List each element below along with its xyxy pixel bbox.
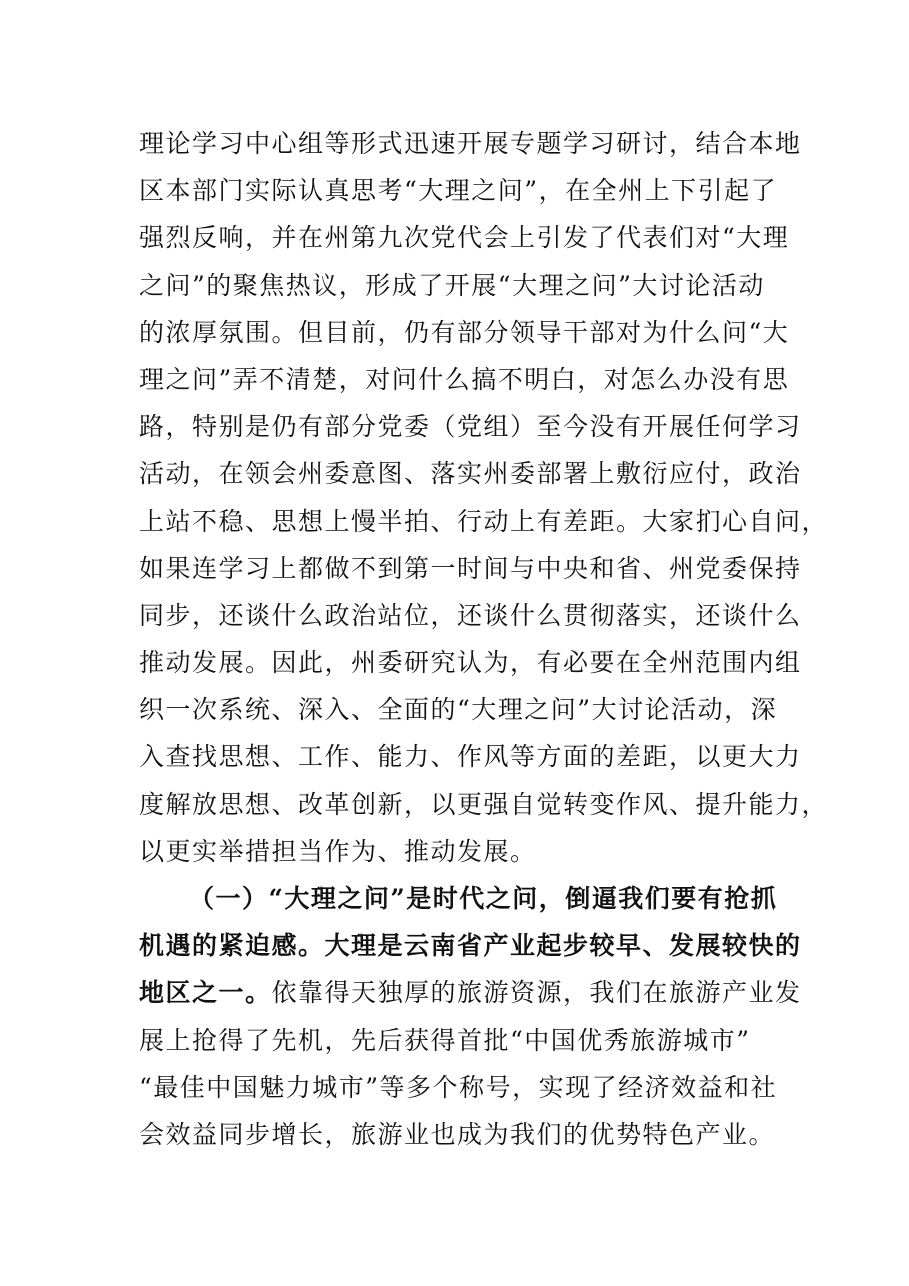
section-heading-end: 地区之一。 [139, 978, 272, 1008]
text-line: 活动，在领会州委意图、落实州委部署上敷衍应付，政治 [139, 459, 802, 489]
text-line: 织一次系统、深入、全面的“大理之问”大讨论活动，深 [139, 695, 778, 725]
text-line: 强烈反响，并在州第九次党代会上引发了代表们对“大理 [139, 223, 790, 253]
text-line: 理之问”弄不清楚，对问什么搞不明白，对怎么办没有思 [139, 364, 790, 394]
text-line: 的浓厚氛围。但目前，仍有部分领导干部对为什么问“大 [139, 317, 790, 347]
text-line: 路，特别是仍有部分党委（党组）至今没有开展任何学习 [139, 412, 802, 442]
text-line: 上站不稳、思想上慢半拍、行动上有差距。大家扪心自问， [139, 506, 829, 536]
text-line: 理论学习中心组等形式迅速开展专题学习研讨，结合本地 [139, 129, 802, 158]
text-line [139, 969, 802, 1016]
text-line: “最佳中国魅力城市”等多个称号，实现了经济效益和社 [139, 1072, 778, 1102]
text-line: 以更实举措担当作为、推动发展。 [139, 836, 537, 866]
text-line: 展上抢得了先机，先后获得首批“中国优秀旅游城市” [139, 1025, 751, 1055]
section-heading-line: 机遇的紧迫感。大理是云南省产业起步较早、发展较快的 [139, 931, 802, 961]
text-line: 如果连学习上都做不到第一时间与中央和省、州党委保持 [139, 553, 802, 583]
body-text [139, 120, 829, 1158]
section-heading-line: （一）“大理之问”是时代之问，倒逼我们要有抢抓 [189, 884, 778, 913]
text-line: 区本部门实际认真思考“大理之问”，在全州上下引起了 [139, 176, 778, 206]
text-line: 推动发展。因此，州委研究认为，有必要在全州范围内组 [139, 648, 802, 678]
text-span: 依靠得天独厚的旅游资源，我们在旅游产业发 [271, 978, 802, 1008]
text-line: 同步，还谈什么政治站位，还谈什么贯彻落实，还谈什么 [139, 600, 802, 630]
text-line: 度解放思想、改革创新，以更强自觉转变作风、提升能力， [139, 789, 829, 819]
text-line: 入查找思想、工作、能力、作风等方面的差距，以更大力 [139, 742, 802, 772]
text-line: 会效益同步增长，旅游业也成为我们的优势特色产业。 [139, 1119, 776, 1149]
text-line: 之问”的聚焦热议，形成了开展“大理之问”大讨论活动 [139, 270, 765, 300]
